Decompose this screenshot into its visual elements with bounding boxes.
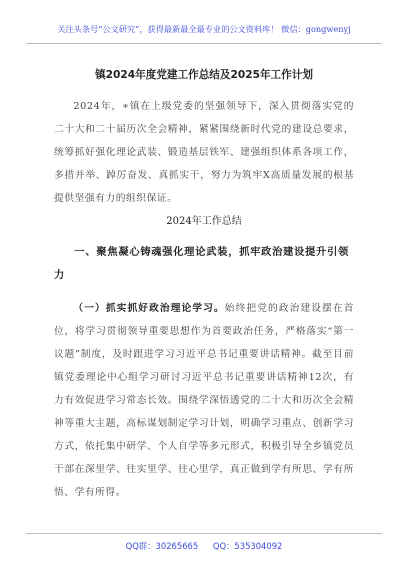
body-paragraph-text: 始终把党的政治建设摆在首位，将学习贯彻领导重要思想作为首要政治任务，严格落实“第一议题”制度，及时跟进学习习近平总书记重要讲话精神。截至目前镇党委理论中心组学习研讨习近平总书记重要讲话精神12次，有力有效促进学习常态长效。围绕学深悟透党的二十大和历次全会精神等重大主题，高标谋划制定学习计划，明确学习重点、创新学习方式，依托集中研学、个人自学等多元形式，积极引导全乡镇党员干部在深里学、往实里学、往心里学，真正做到学有所思、学有所悟、学有所得。 xyxy=(54,303,354,498)
footer-divider xyxy=(26,533,382,534)
section-heading-1: 一、聚焦凝心铸魂强化理论武装，抓牢政治建设提升引领力 xyxy=(54,247,350,281)
footer xyxy=(0,540,408,552)
footer-qq-group: QQ群：30265665 xyxy=(125,541,199,551)
body-paragraph xyxy=(54,297,354,504)
intro-paragraph: 2024年，∗镇在上级党委的坚强领导下，深入贯彻落实党的二十大和二十届历次全会精神，紧紧围绕新时代党的建设总要求，统筹抓好强化理论武装、锻造基层铁军、建强组织体系各项工作，多措并举、踔厉奋发、真抓实干，努力为筑牢X高质量发展的根基提供坚强有力的组织保证。 xyxy=(54,101,354,204)
header-divider xyxy=(26,43,382,44)
document-title: 镇2024年度党建工作总结及2025年工作计划 xyxy=(95,69,313,81)
sub-heading-1: （一）抓实抓好政治理论学习。 xyxy=(73,303,225,314)
section-title: 2024年工作总结 xyxy=(166,216,242,227)
header-banner: 关注头条号“公文研究”，获得最新最全最专业的公文资料库！ 微信：gongwenyj xyxy=(57,24,351,34)
footer-qq: QQ：535304092 xyxy=(212,541,283,551)
